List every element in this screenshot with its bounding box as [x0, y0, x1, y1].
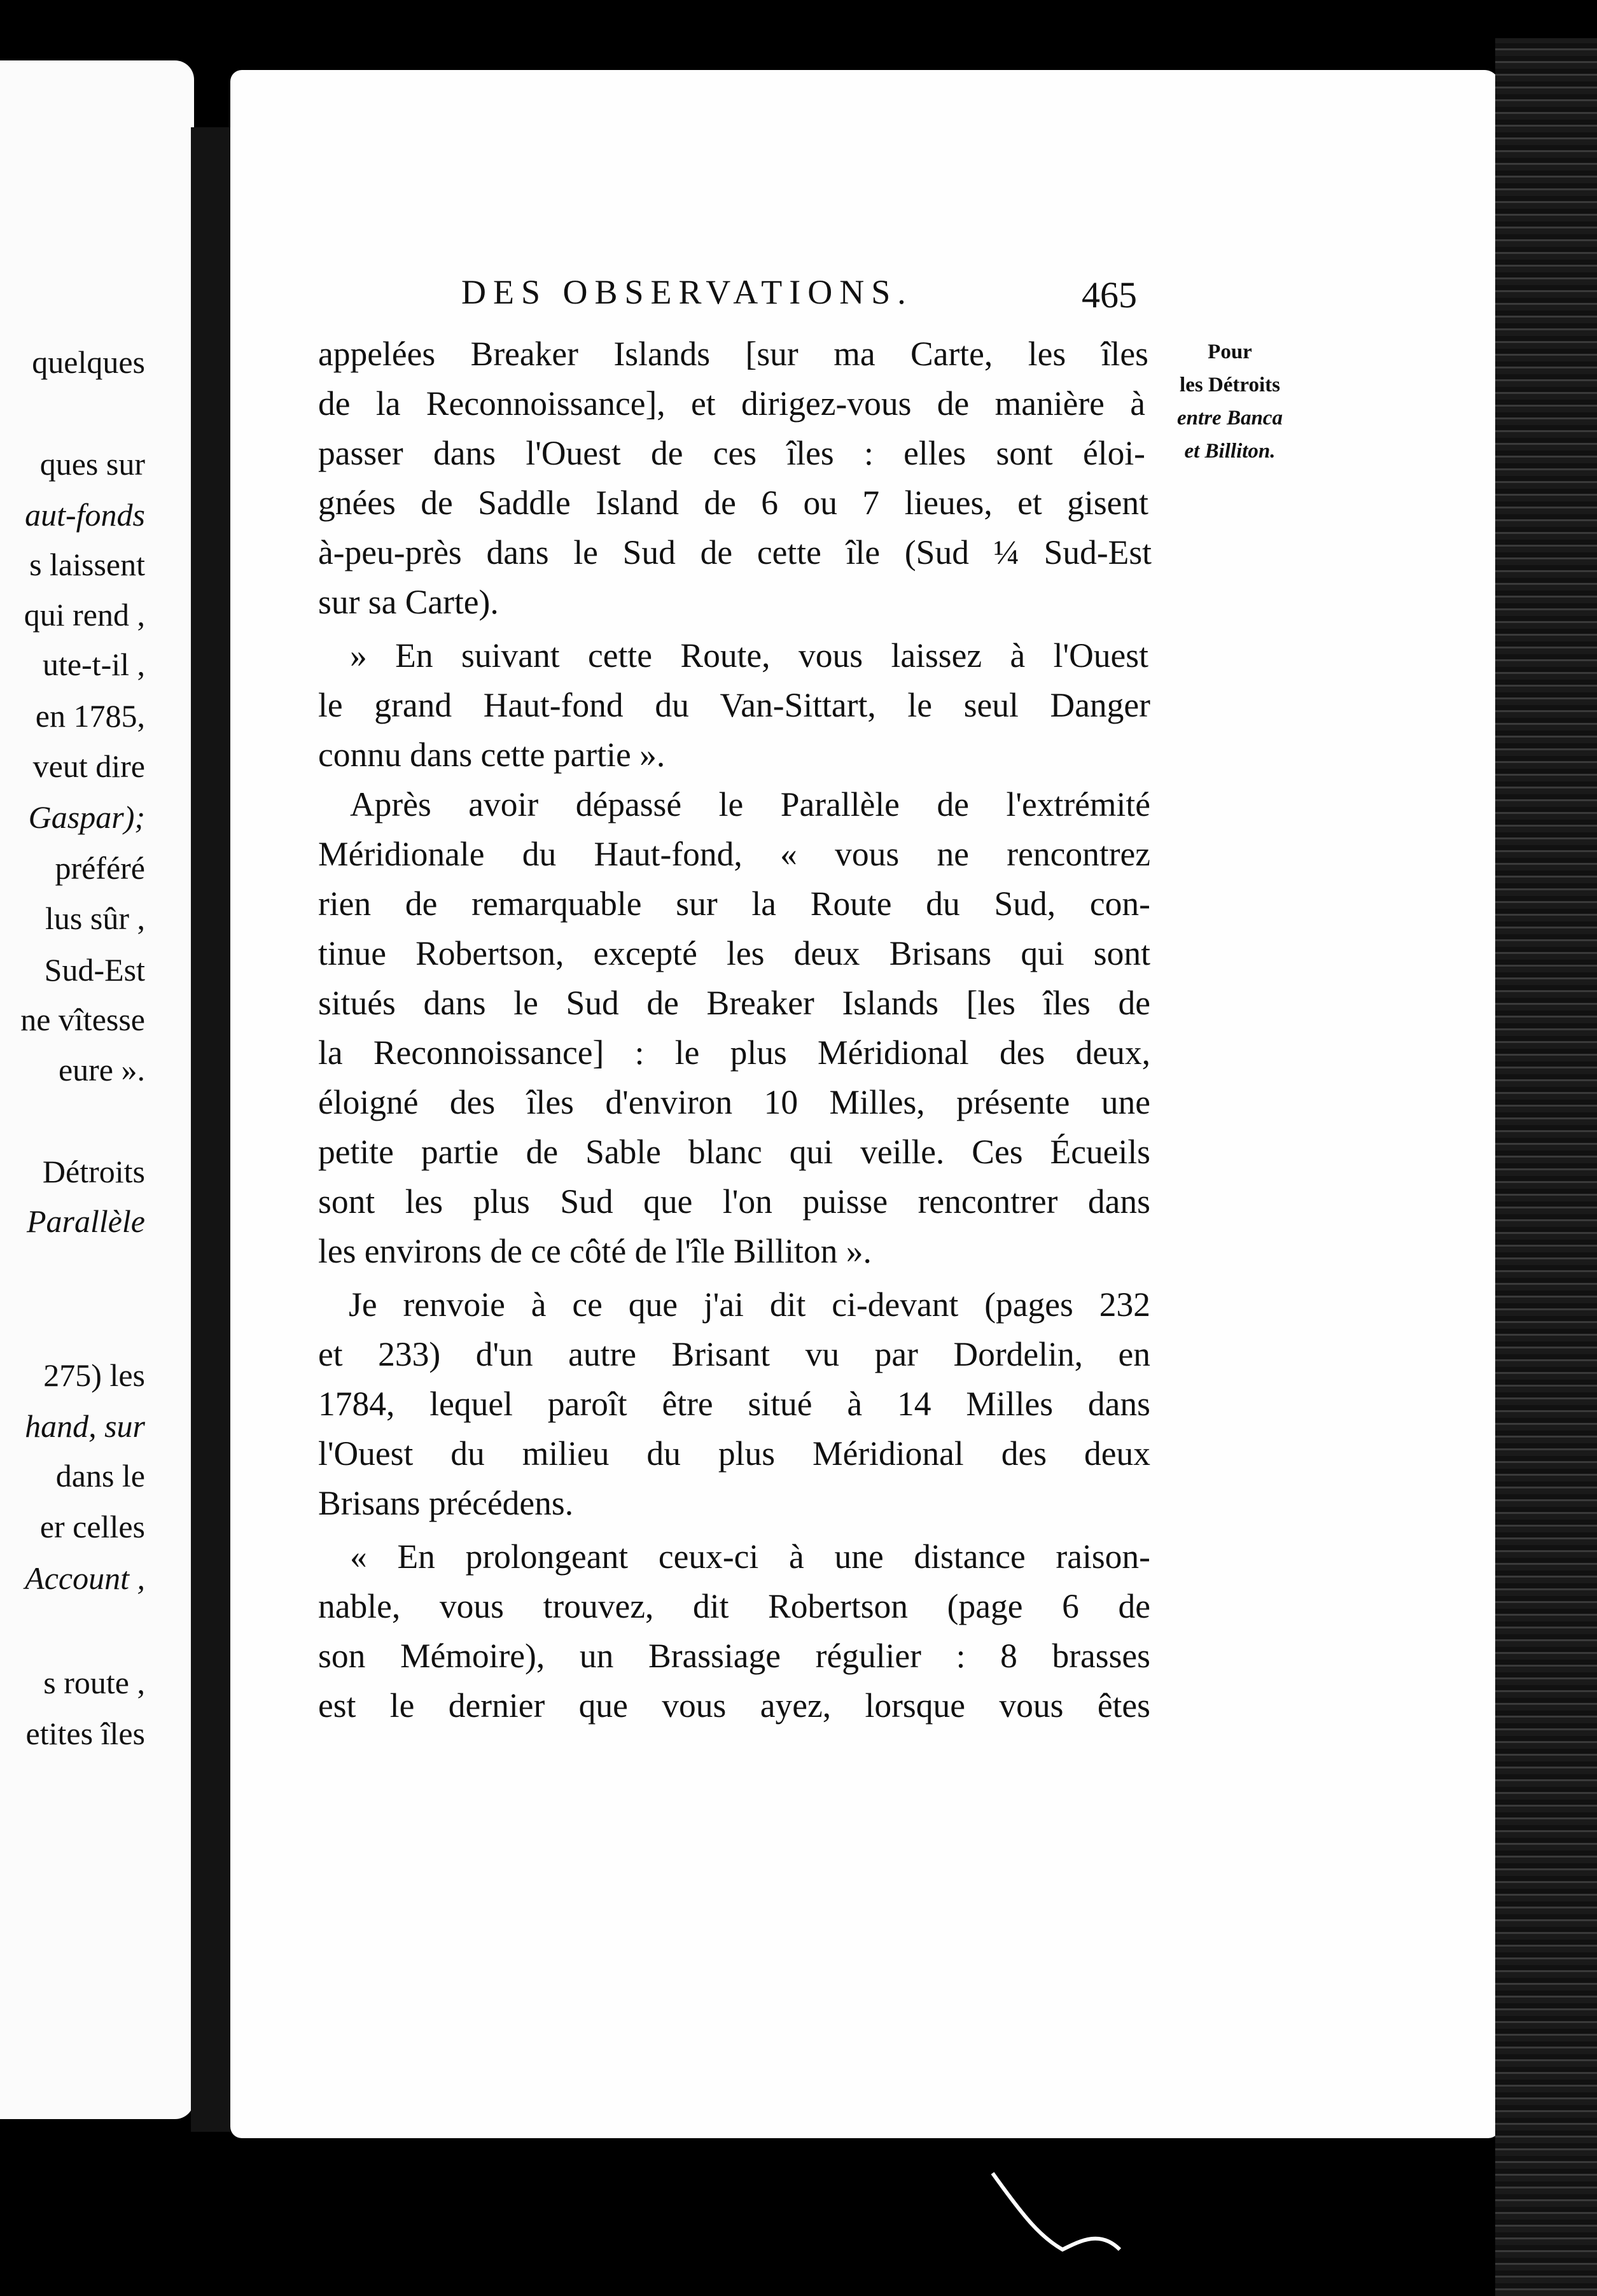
- text-line: appelées Breaker Islands [sur ma Carte, les îles: [318, 335, 1148, 373]
- scratch-mark: [980, 2160, 1145, 2262]
- text-line: et 233) d'un autre Brisant vu par Dordelin, en: [318, 1335, 1150, 1373]
- text-line: Après avoir dépassé le Parallèle de l'extrémité: [350, 785, 1150, 823]
- facing-page-line: er celles: [39, 1509, 145, 1544]
- facing-page-line: eure ».: [58, 1052, 145, 1088]
- margin-note-line: et Billiton.: [1184, 440, 1276, 463]
- text-line: rien de remarquable sur la Route du Sud, con-: [318, 885, 1150, 923]
- text-line: nable, vous trouvez, dit Robertson (page 6 de: [318, 1587, 1150, 1625]
- facing-page-line: quelques: [32, 344, 145, 380]
- text-line: sur sa Carte).: [318, 583, 499, 621]
- text-line: est le dernier que vous ayez, lorsque vous êtes: [318, 1686, 1150, 1725]
- facing-page-line: en 1785,: [35, 698, 145, 734]
- text-line: gnées de Saddle Island de 6 ou 7 lieues, et gisent: [318, 484, 1148, 522]
- text-line: l'Ouest du milieu du plus Méridional des deux: [318, 1434, 1150, 1473]
- text-line: passer dans l'Ouest de ces îles : elles sont éloi-: [318, 434, 1145, 472]
- facing-page-line: lus sûr ,: [45, 900, 145, 936]
- text-line: Brisans précédens.: [318, 1484, 574, 1522]
- text-line: la Reconnoissance] : le plus Méridional des deux,: [318, 1033, 1150, 1072]
- text-line: Je renvoie à ce que j'ai dit ci-devant (pages 232: [349, 1285, 1150, 1324]
- margin-note: [1163, 335, 1297, 468]
- facing-page-line: dans le: [55, 1458, 145, 1494]
- margin-note-line: les Détroits: [1180, 374, 1280, 396]
- text-line: le grand Haut-fond du Van-Sittart, le seul Danger: [318, 686, 1150, 724]
- page-number: 465: [1082, 274, 1137, 316]
- text-line: son Mémoire), un Brassiage régulier : 8 brasses: [318, 1637, 1150, 1675]
- margin-note-line: Pour: [1208, 340, 1252, 363]
- facing-page-line: ques sur: [39, 446, 145, 482]
- facing-page-line: etites îles: [25, 1716, 145, 1751]
- text-line: sont les plus Sud que l'on puisse rencontrer dans: [318, 1182, 1150, 1221]
- text-line: connu dans cette partie ».: [318, 736, 666, 774]
- text-line: tinue Robertson, excepté les deux Brisans qui sont: [318, 934, 1150, 972]
- facing-page-line: Parallèle: [26, 1203, 145, 1239]
- facing-page-line: qui rend ,: [24, 597, 145, 633]
- running-head: DES OBSERVATIONS.: [461, 273, 913, 311]
- text-line: de la Reconnoissance], et dirigez-vous de manière à: [318, 384, 1145, 423]
- text-line: éloigné des îles d'environ 10 Milles, présente une: [318, 1083, 1150, 1121]
- page-edge-shadow: [1495, 38, 1597, 2296]
- facing-page-line: 275) les: [43, 1357, 145, 1393]
- text-line: situés dans le Sud de Breaker Islands [les îles de: [318, 984, 1150, 1022]
- text-line: à-peu-près dans le Sud de cette île (Sud ¼ Sud-Est: [318, 533, 1152, 571]
- margin-note-line: entre Banca: [1177, 407, 1283, 430]
- facing-page-line: aut-fonds: [25, 497, 145, 533]
- facing-page-line: s route ,: [43, 1665, 145, 1700]
- facing-page-line: Sud-Est: [44, 952, 145, 988]
- facing-page-line: ne vîtesse: [20, 1002, 145, 1037]
- facing-page-line: Détroits: [42, 1154, 145, 1189]
- text-line: » En suivant cette Route, vous laissez à l'Ouest: [350, 636, 1148, 675]
- facing-page-line: hand, sur: [25, 1408, 145, 1444]
- text-line: « En prolongeant ceux-ci à une distance raison-: [350, 1537, 1150, 1576]
- text-line: Méridionale du Haut-fond, « vous ne rencontrez: [318, 835, 1150, 873]
- facing-page-line: ute-t-il ,: [42, 647, 145, 682]
- text-line: les environs de ce côté de l'île Billiton ».: [318, 1232, 872, 1270]
- text-line: petite partie de Sable blanc qui veille. Ces Écueils: [318, 1133, 1150, 1171]
- facing-page-line: préféré: [55, 850, 145, 886]
- facing-page-line: s laissent: [29, 547, 145, 582]
- facing-page-line: Account ,: [25, 1560, 145, 1596]
- book-gutter: [191, 127, 230, 2132]
- text-line: 1784, lequel paroît être situé à 14 Milles dans: [318, 1385, 1150, 1423]
- facing-page-line: Gaspar);: [28, 799, 145, 835]
- facing-page-line: veut dire: [32, 748, 145, 784]
